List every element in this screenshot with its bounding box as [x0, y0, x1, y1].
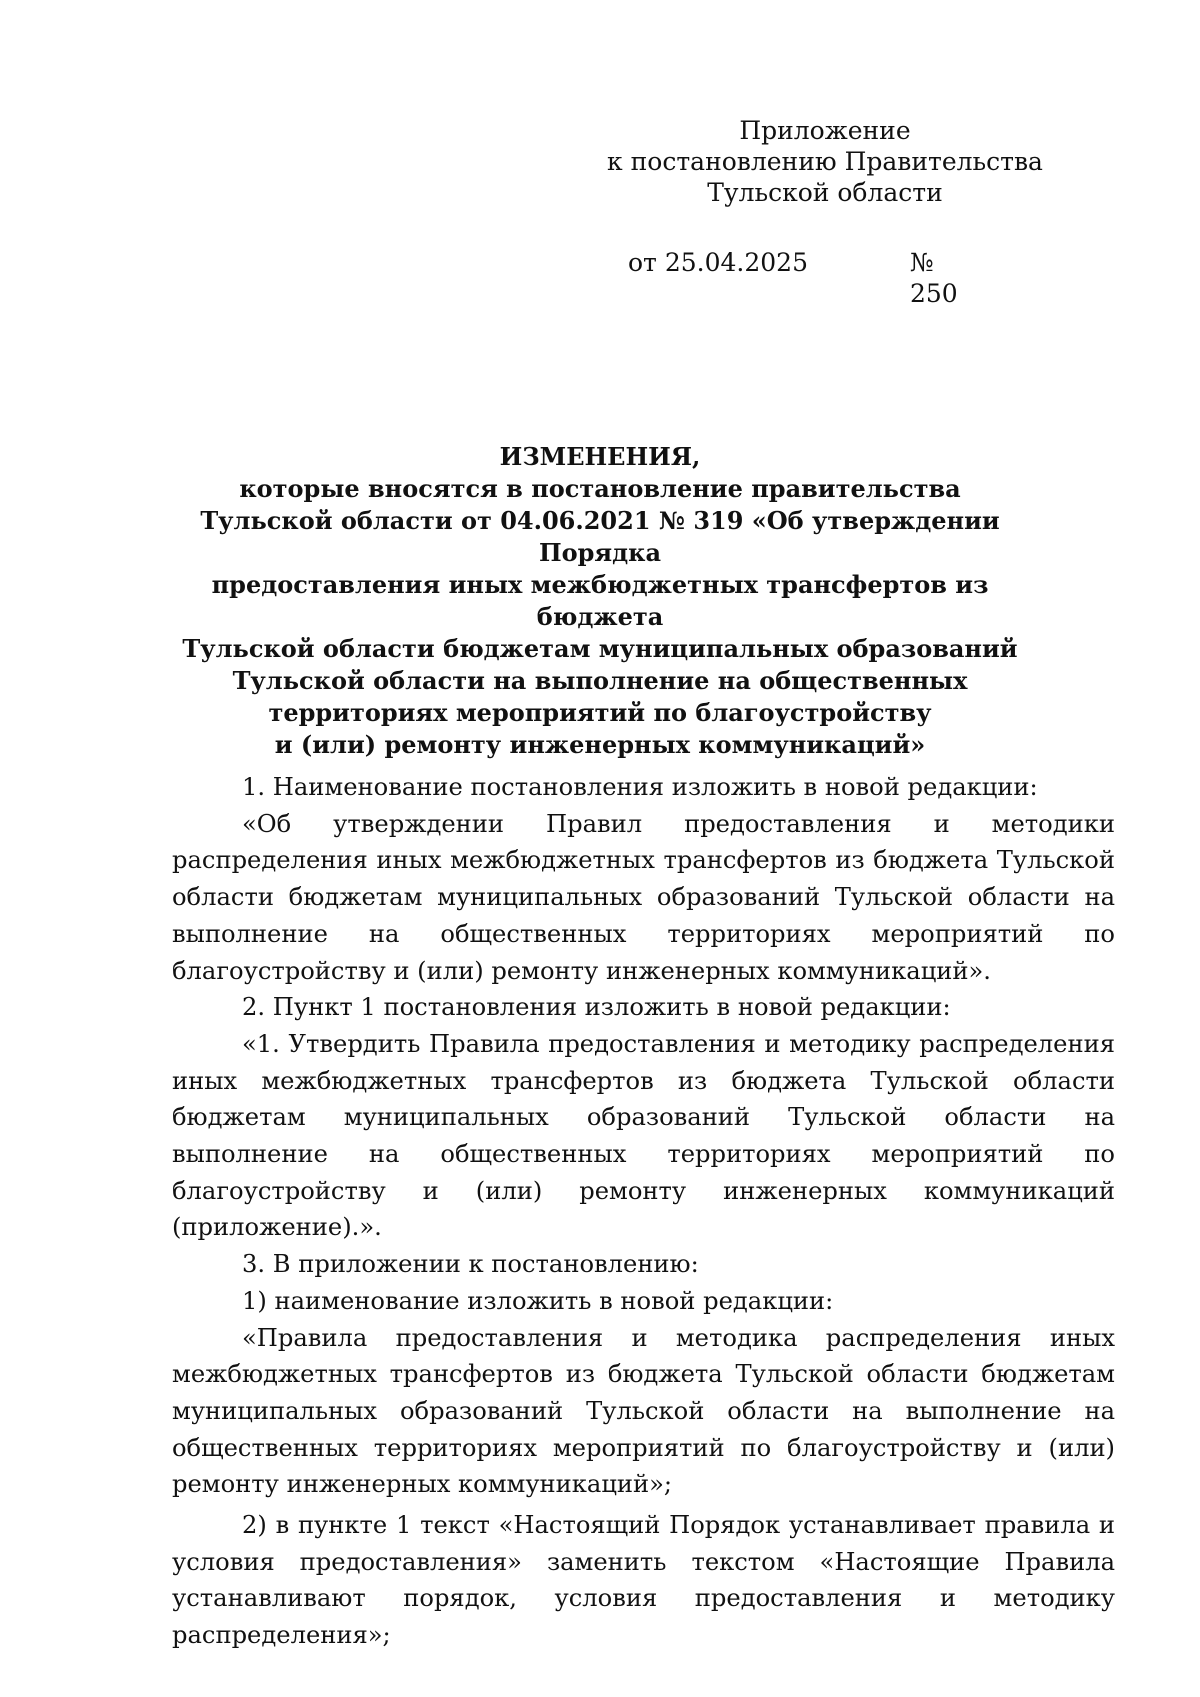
body-paragraph: «Об утверждении Правил предоставления и методики распределения иных межбюджетных трансфертов из бюджета Тульской области бюджетам муниципальных образований Тульской области на выполнение на общественных территориях мероприятий по благоустройству и (или) ремонту инженерных коммуникаций». — [172, 809, 1115, 985]
heading-line: Тульской области на выполнение на общественных — [232, 666, 968, 695]
body-paragraph: 3. В приложении к постановлению: — [242, 1250, 699, 1279]
annex-title: Приложение — [739, 116, 911, 145]
heading-line: и (или) ремонту инженерных коммуникаций» — [274, 730, 926, 759]
document-heading — [150, 441, 1050, 761]
annex-number: № 250 — [910, 248, 958, 308]
body-paragraph: 2) в пункте 1 текст «Настоящий Порядок устанавливает правила и условия предоставления» заменить текстом «Настоящие Правила устанавливают порядок, условия предоставления и методику распределения»; — [172, 1511, 1115, 1650]
body-paragraph: 1) наименование изложить в новой редакции: — [242, 1286, 834, 1315]
annex-date: от 25.04.2025 — [628, 248, 808, 277]
body-paragraph: «1. Утвердить Правила предоставления и методику распределения иных межбюджетных трансфертов из бюджета Тульской области бюджетам муниципальных образований Тульской области на выполнение на общественных территориях мероприятий по благоустройству и (или) ремонту инженерных коммуникаций (приложение).». — [172, 1029, 1115, 1242]
document-body — [172, 769, 1115, 1654]
heading-line: предоставления иных межбюджетных трансфертов из бюджета — [211, 570, 989, 631]
heading-title: ИЗМЕНЕНИЯ, — [499, 442, 701, 471]
body-paragraph: 2. Пункт 1 постановления изложить в новой редакции: — [242, 993, 951, 1022]
annex-block — [600, 115, 1050, 208]
heading-line: которые вносятся в постановление правительства — [239, 474, 961, 503]
body-paragraph: 1. Наименование постановления изложить в новой редакции: — [242, 773, 1038, 801]
body-paragraph: «Правила предоставления и методика распределения иных межбюджетных трансфертов из бюджета Тульской области бюджетам муниципальных образований Тульской области на выполнение на общественных территориях мероприятий по благоустройству и (или) ремонту инженерных коммуникаций»; — [172, 1323, 1115, 1499]
annex-reference: к постановлению Правительства — [607, 147, 1043, 176]
heading-line: территориях мероприятий по благоустройству — [268, 698, 932, 727]
heading-line: Тульской области от 04.06.2021 № 319 «Об утверждении Порядка — [200, 506, 1000, 567]
annex-region: Тульской области — [707, 178, 943, 207]
heading-line: Тульской области бюджетам муниципальных образований — [182, 634, 1018, 663]
